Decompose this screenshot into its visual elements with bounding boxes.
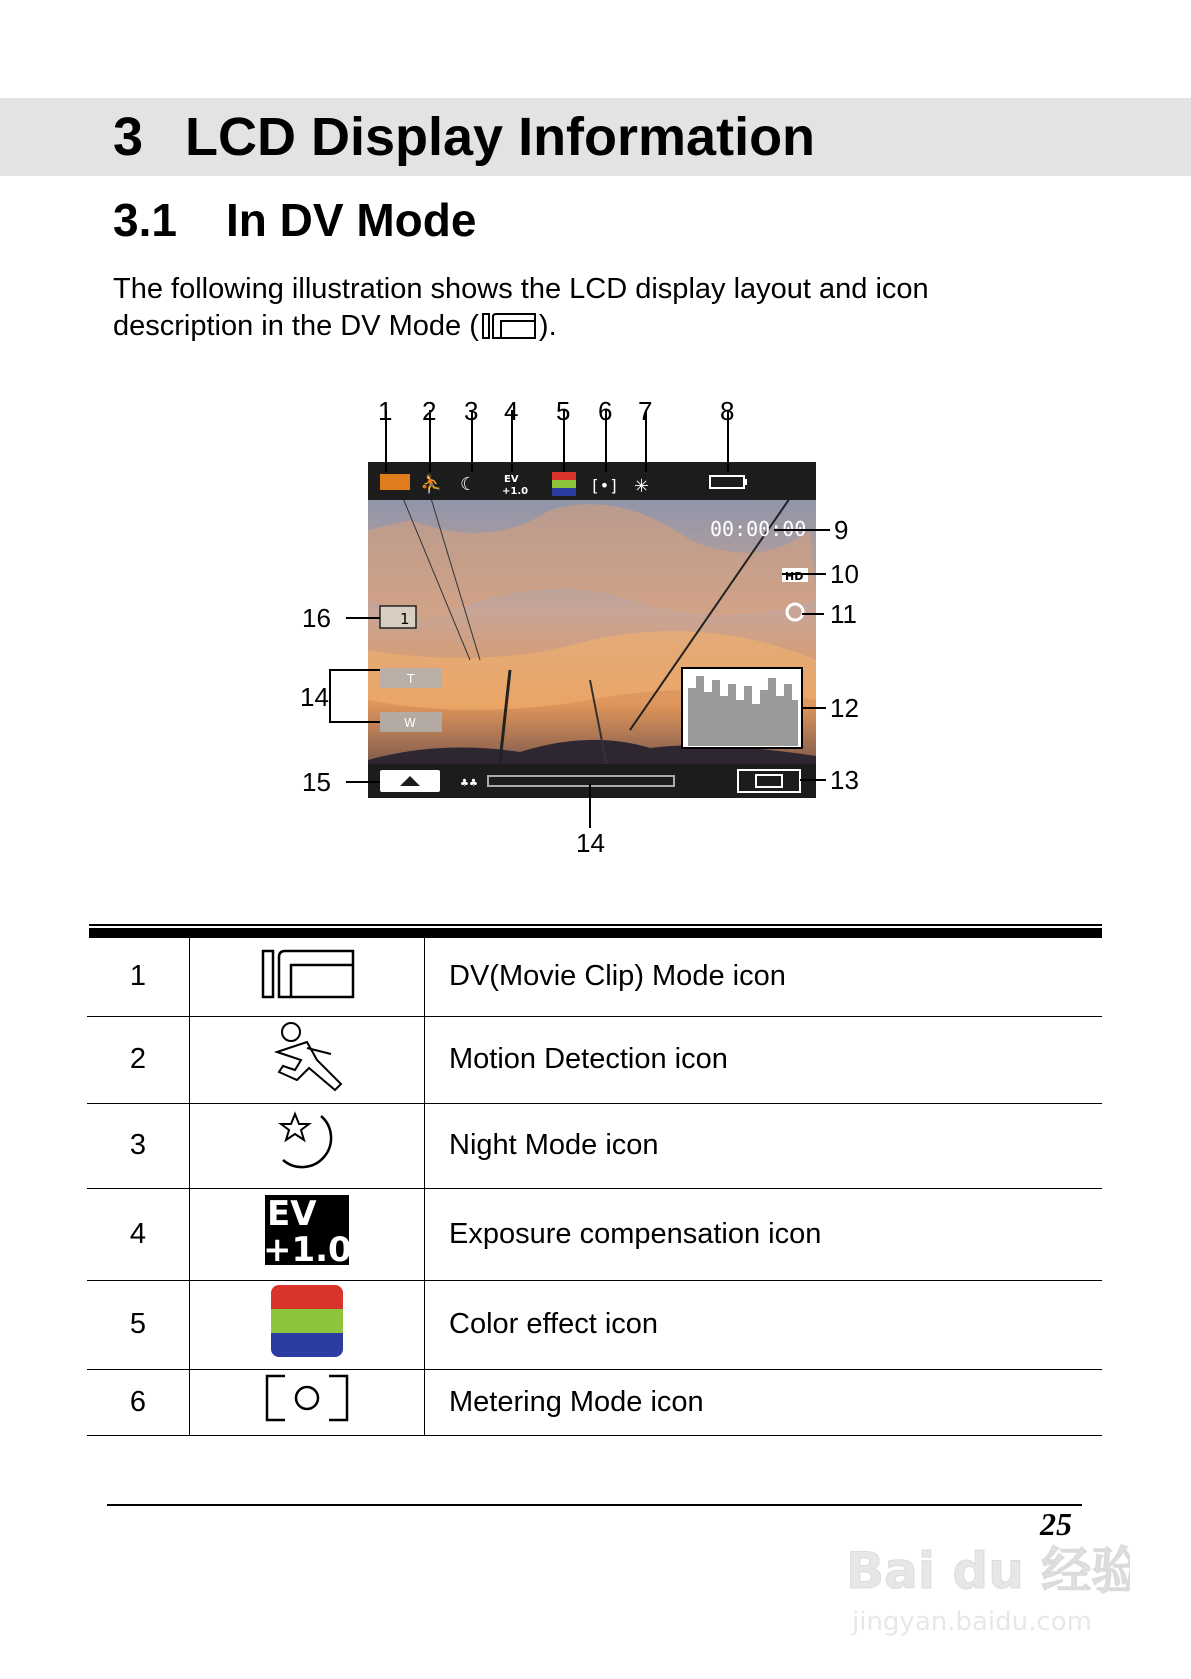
- row-description: Night Mode icon: [425, 1103, 1103, 1188]
- lcd-illustration: [290, 400, 910, 860]
- svg-text:3: 3: [464, 400, 479, 426]
- table-top-rule: [89, 924, 1102, 926]
- metering-mode-icon: [263, 1398, 351, 1430]
- table-row: [87, 1188, 1102, 1280]
- svg-text:+1.0: +1.0: [502, 486, 529, 497]
- motion-detection-icon: [267, 1067, 347, 1099]
- svg-text:♣♣: ♣♣: [460, 778, 478, 789]
- svg-text:13: 13: [830, 765, 859, 795]
- row-description: Metering Mode icon: [425, 1369, 1103, 1435]
- svg-text:14: 14: [300, 682, 329, 712]
- svg-text:T: T: [407, 672, 415, 686]
- svg-text:5: 5: [556, 400, 571, 426]
- row-number: 4: [87, 1188, 190, 1280]
- svg-text:6: 6: [598, 400, 613, 426]
- baidu-watermark: [840, 1530, 1130, 1640]
- svg-text:EV: EV: [504, 474, 519, 485]
- dv-mode-icon: [259, 976, 355, 1008]
- svg-text:2: 2: [422, 400, 437, 426]
- svg-text:9: 9: [834, 515, 849, 545]
- table-top-rule-thick: [89, 928, 1102, 938]
- row-number: 1: [87, 938, 190, 1016]
- row-description: DV(Movie Clip) Mode icon: [425, 938, 1103, 1016]
- row-number: 2: [87, 1016, 190, 1103]
- svg-text:14: 14: [576, 828, 605, 858]
- recording-time: 00:00:00: [710, 517, 807, 541]
- dv-mode-status-icon: [380, 474, 410, 490]
- chapter-number: 3: [113, 107, 144, 167]
- row-description: Color effect icon: [425, 1280, 1103, 1369]
- table-row: [87, 938, 1102, 1016]
- color-effect-icon: [271, 1332, 343, 1364]
- icon-description-table: [87, 938, 1102, 1436]
- svg-text:11: 11: [830, 599, 857, 629]
- section-title: [113, 192, 476, 248]
- row-number: 5: [87, 1280, 190, 1369]
- svg-text:15: 15: [302, 767, 331, 797]
- svg-text:+1.0: +1.0: [263, 1230, 351, 1267]
- intro-paragraph: [113, 271, 1073, 351]
- svg-text:W: W: [404, 716, 416, 730]
- svg-text:☾: ☾: [460, 474, 477, 495]
- svg-text:8: 8: [720, 400, 735, 426]
- svg-text:HD: HD: [785, 570, 804, 583]
- svg-text:[•]: [•]: [590, 476, 619, 495]
- table-row: [87, 1103, 1102, 1188]
- table-row: [87, 1280, 1102, 1369]
- dv-mode-icon: [479, 311, 539, 351]
- svg-text:jingyan.baidu.com: jingyan.baidu.com: [852, 1607, 1092, 1637]
- svg-text:✳: ✳: [634, 476, 650, 497]
- chapter-title-text: LCD Display Information: [185, 107, 816, 167]
- svg-text:10: 10: [830, 559, 859, 589]
- svg-text:1: 1: [378, 400, 393, 426]
- intro-text-end: ).: [538, 310, 557, 342]
- page-number: 25: [1040, 1506, 1072, 1542]
- section-title-text: In DV Mode: [226, 194, 477, 246]
- svg-text:Bai du 经验: Bai du 经验: [846, 1542, 1130, 1600]
- row-description: Motion Detection icon: [425, 1016, 1103, 1103]
- footer-rule: [107, 1504, 1082, 1506]
- row-number: 6: [87, 1369, 190, 1435]
- svg-text:⛹: ⛹: [420, 474, 443, 495]
- table-row: [87, 1016, 1102, 1103]
- svg-text:1: 1: [400, 610, 410, 628]
- chapter-title: [113, 104, 815, 170]
- svg-text:EV: EV: [267, 1194, 317, 1234]
- section-number: 3.1: [113, 194, 177, 246]
- svg-text:16: 16: [302, 603, 331, 633]
- row-description: Exposure compensation icon: [425, 1188, 1103, 1280]
- table-row: [87, 1369, 1102, 1435]
- svg-text:12: 12: [830, 693, 859, 723]
- night-mode-icon: [271, 1151, 343, 1183]
- exposure-compensation-icon: [263, 1194, 351, 1274]
- svg-text:4: 4: [504, 400, 519, 426]
- intro-text: The following illustration shows the LCD display layout and icon description in the DV Mode (: [113, 273, 929, 342]
- svg-text:7: 7: [638, 400, 653, 426]
- row-number: 3: [87, 1103, 190, 1188]
